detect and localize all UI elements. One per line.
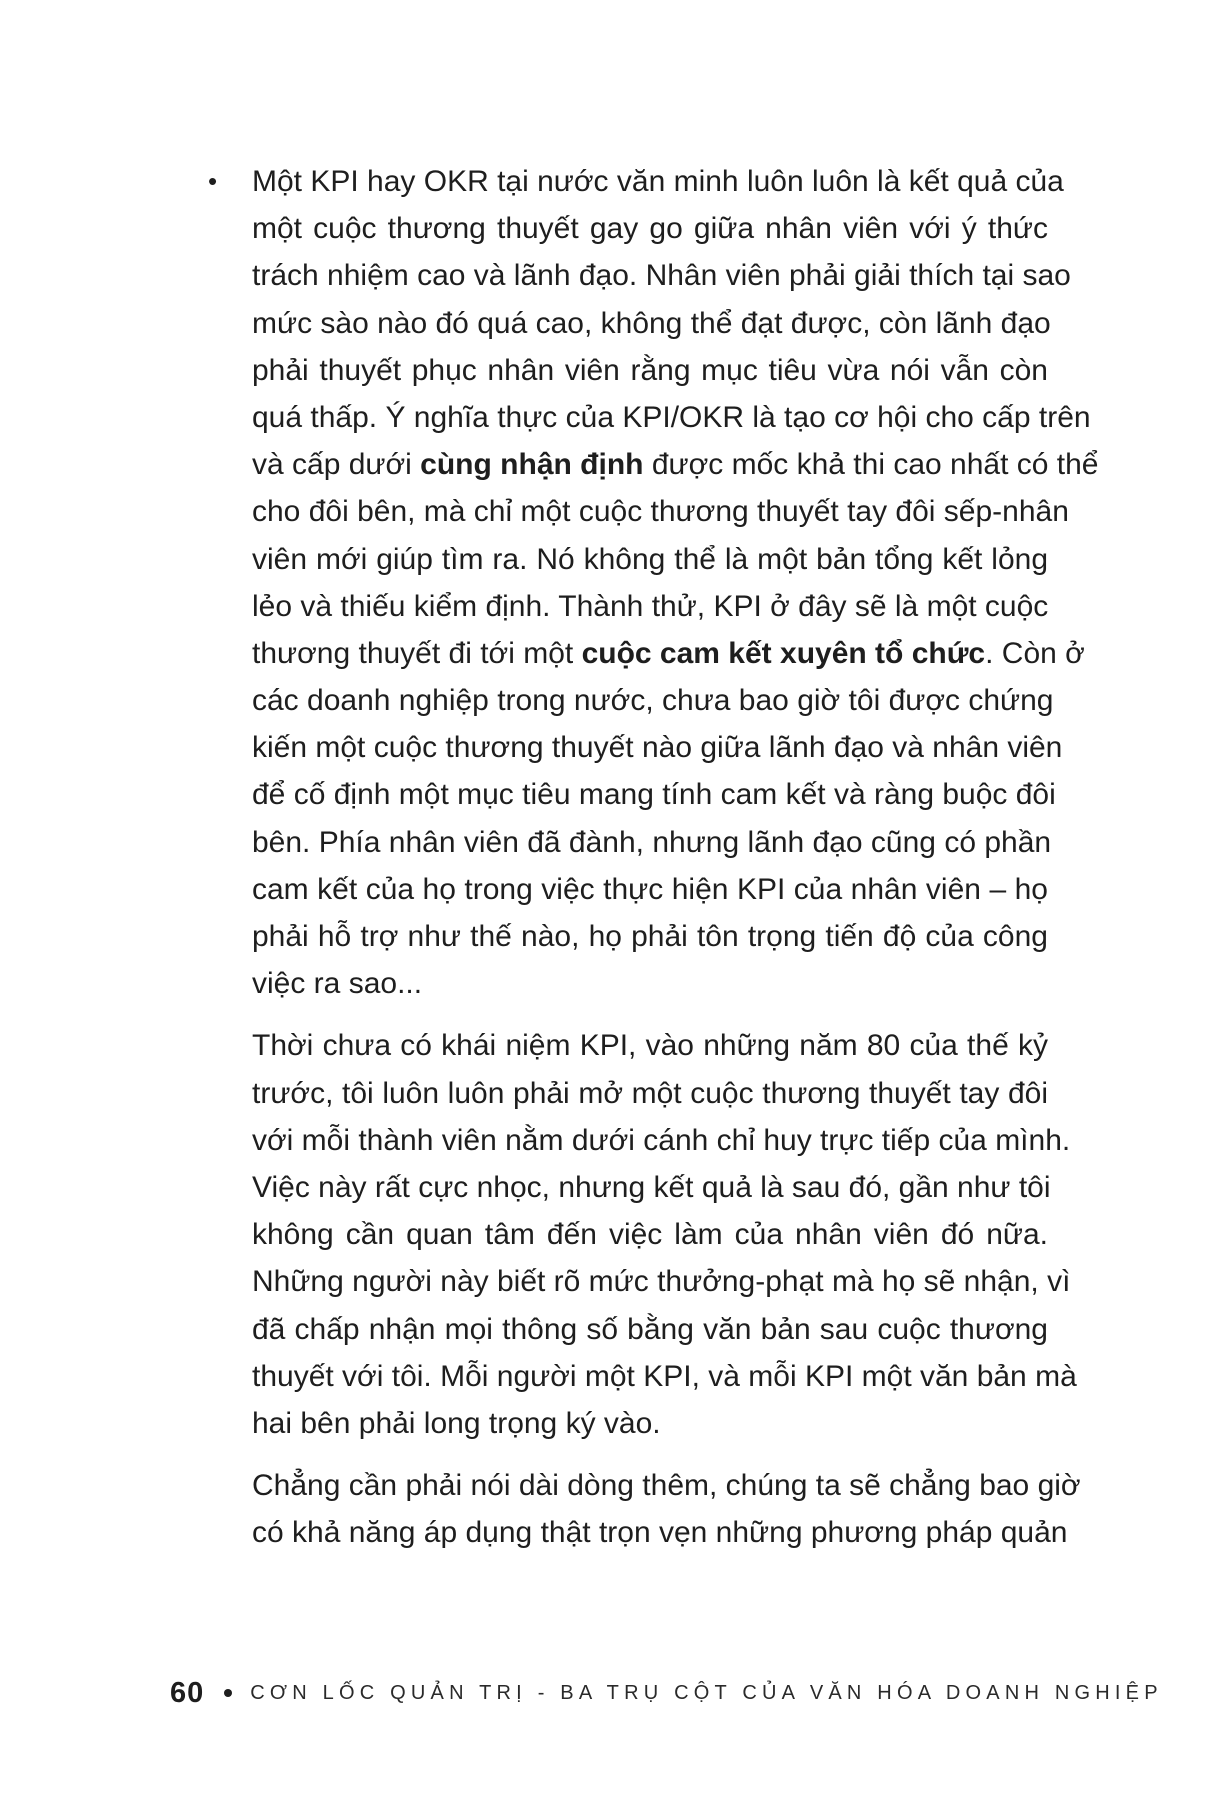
page-number: 60 xyxy=(170,1676,205,1709)
text-segment: . Còn ở xyxy=(985,636,1085,670)
text-line: để cố định một mục tiêu mang tính cam kết và ràng buộc đôi xyxy=(252,778,1056,812)
bold-phrase: cuộc cam kết xuyên tổ chức xyxy=(581,636,986,670)
text-line: Thời chưa có khái niệm KPI, vào những năm 80 của thế kỷ xyxy=(252,1029,1048,1063)
text-line: kiến một cuộc thương thuyết nào giữa lãnh đạo và nhân viên xyxy=(252,731,1063,765)
paragraph xyxy=(252,1022,1077,1447)
text-line: Những người này biết rõ mức thưởng-phạt mà họ sẽ nhận, vì xyxy=(252,1265,1071,1299)
text-line: phải thuyết phục nhân viên rằng mục tiêu vừa nói vẫn còn xyxy=(252,353,1048,387)
text-line: các doanh nghiệp trong nước, chưa bao giờ tôi được chứng xyxy=(252,684,1054,718)
text-line: phải hỗ trợ như thế nào, họ phải tôn trọng tiến độ của công xyxy=(252,920,1048,953)
text-line: viên mới giúp tìm ra. Nó không thể là một bản tổng kết lỏng xyxy=(252,542,1048,576)
text-line: thuyết với tôi. Mỗi người một KPI, và mỗi KPI một văn bản mà xyxy=(252,1359,1077,1393)
bullet-icon: • xyxy=(208,166,218,196)
text-line: trách nhiệm cao và lãnh đạo. Nhân viên phải giải thích tại sao xyxy=(252,259,1071,293)
running-title: CƠN LỐC QUẢN TRỊ - BA TRỤ CỘT CỦA VĂN HÓA DOANH NGHIỆP xyxy=(250,1681,1163,1704)
text-line: không cần quan tâm đến việc làm của nhân viên đó nữa. xyxy=(252,1218,1048,1252)
bold-phrase: cùng nhận định xyxy=(420,448,644,482)
text-line: mức sào nào đó quá cao, không thể đạt được, còn lãnh đạo xyxy=(252,306,1051,340)
text-line: trước, tôi luôn luôn phải mở một cuộc thương thuyết tay đôi xyxy=(252,1076,1048,1110)
text-line: quá thấp. Ý nghĩa thực của KPI/OKR là tạo cơ hội cho cấp trên xyxy=(252,400,1091,434)
text-line-with-emphasis xyxy=(252,441,1099,488)
text-line: Một KPI hay OKR tại nước văn minh luôn luôn là kết quả của xyxy=(252,165,1064,198)
separator-dot-icon xyxy=(224,1689,232,1697)
text-line-with-emphasis xyxy=(252,630,1085,677)
text-line: với mỗi thành viên nằm dưới cánh chỉ huy trực tiếp của mình. xyxy=(252,1123,1071,1157)
text-line: đã chấp nhận mọi thông số bằng văn bản sau cuộc thương xyxy=(252,1312,1048,1346)
paragraph xyxy=(252,1462,1081,1556)
text-line: việc ra sao... xyxy=(252,967,423,1001)
text-segment: được mốc khả thi cao nhất có thể xyxy=(643,448,1099,482)
text-line: Chẳng cần phải nói dài dòng thêm, chúng ta sẽ chẳng bao giờ xyxy=(252,1469,1081,1503)
text-line: bên. Phía nhân viên đã đành, nhưng lãnh đạo cũng có phần xyxy=(252,825,1052,859)
page-footer xyxy=(170,1673,1163,1713)
text-line: hai bên phải long trọng ký vào. xyxy=(252,1406,661,1440)
text-line: có khả năng áp dụng thật trọn vẹn những phương pháp quản xyxy=(252,1516,1068,1550)
text-line: cam kết của họ trong việc thực hiện KPI của nhân viên – họ xyxy=(252,872,1048,906)
text-segment: thương thuyết đi tới một xyxy=(252,636,582,670)
bullet-item xyxy=(208,158,1099,1007)
text-line: một cuộc thương thuyết gay go giữa nhân viên với ý thức xyxy=(252,212,1048,246)
text-line: Việc này rất cực nhọc, nhưng kết quả là sau đó, gần như tôi xyxy=(252,1170,1051,1204)
text-line: cho đôi bên, mà chỉ một cuộc thương thuyết tay đôi sếp-nhân xyxy=(252,495,1069,529)
text-segment: và cấp dưới xyxy=(252,448,421,482)
text-line: lẻo và thiếu kiểm định. Thành thử, KPI ở đây sẽ là một cuộc xyxy=(252,589,1049,623)
body-text xyxy=(208,158,1099,1556)
